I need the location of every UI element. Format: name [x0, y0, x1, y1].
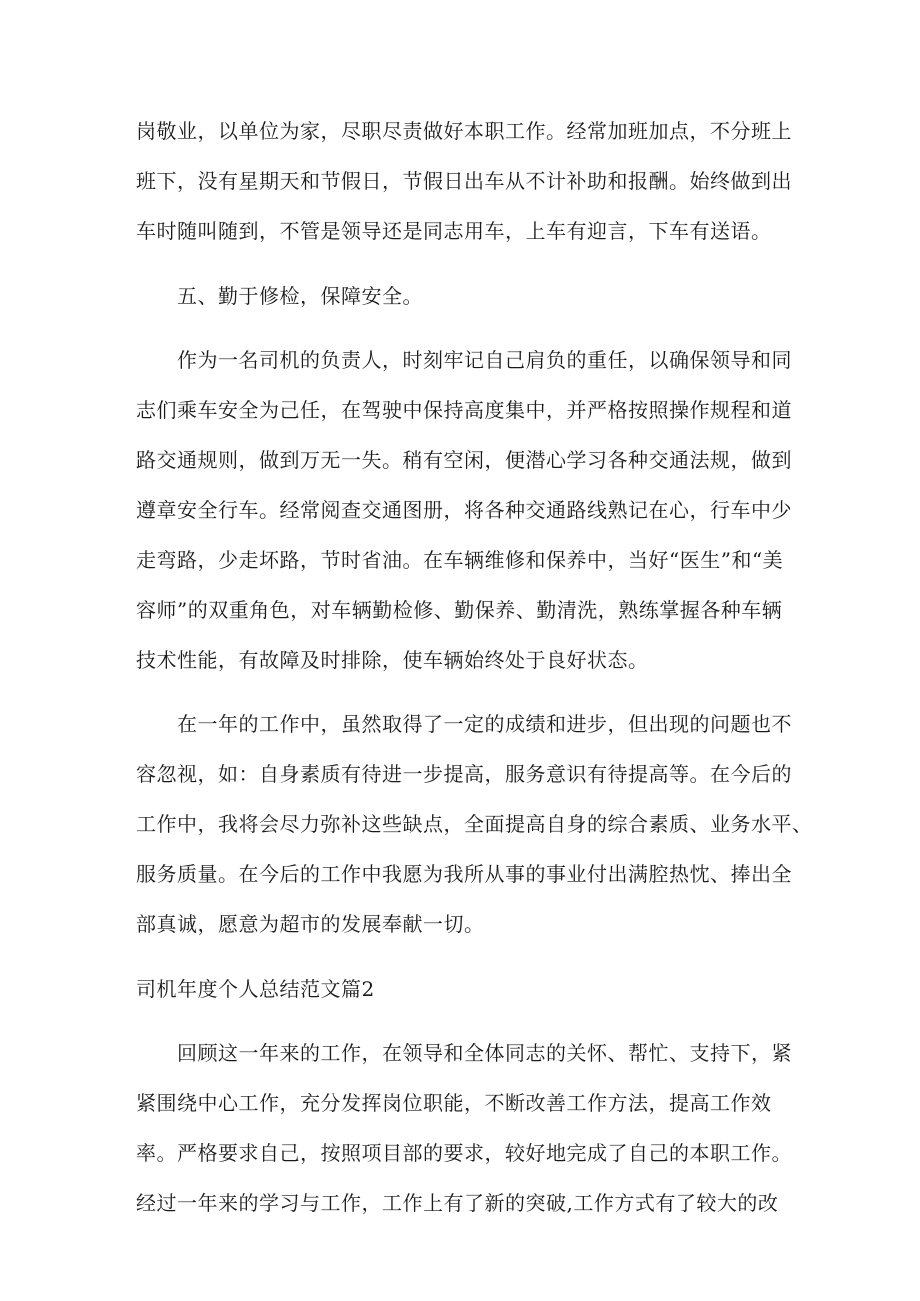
article-title: 司机年度个人总结范文篇2: [136, 977, 375, 1001]
body-text-line: 率。严格要求自己，按照项目部的要求，较好地完成了自己的本职工作。: [136, 1141, 792, 1165]
body-text-line: 经过一年来的学习与工作，工作上有了新的突破,工作方式有了较大的改: [136, 1191, 779, 1215]
body-text-line: 遵章安全行车。经常阅查交通图册，将各种交通路线熟记在心，行车中少: [136, 498, 792, 522]
body-text-line: 车时随叫随到，不管是领导还是同志用车，上车有迎言，下车有送语。: [136, 219, 772, 243]
body-text-line: 服务质量。在今后的工作中我愿为我所从事的事业付出满腔热忱、捧出全: [136, 862, 792, 886]
body-text-line: 志们乘车安全为己任，在驾驶中保持高度集中，并严格按照操作规程和道: [136, 398, 792, 422]
body-text-line: 部真诚，愿意为超市的发展奉献一切。: [136, 912, 485, 936]
body-text-line: 工作中，我将会尽力弥补这些缺点，全面提高自身的综合素质、业务水平、: [136, 812, 813, 836]
body-text-line: 路交通规则，做到万无一失。稍有空闲，便潜心学习各种交通法规，做到: [136, 448, 792, 472]
body-text-line: 技术性能，有故障及时排除，使车辆始终处于良好状态。: [136, 648, 649, 672]
body-text-line: 岗敬业，以单位为家，尽职尽责做好本职工作。经常加班加点，不分班上: [136, 119, 792, 143]
body-text-line: 在一年的工作中，虽然取得了一定的成绩和进步，但出现的问题也不: [177, 712, 792, 736]
body-text-line: 紧围绕中心工作，充分发挥岗位职能，不断改善工作方法，提高工作效: [136, 1091, 772, 1115]
body-text-line: 班下，没有星期天和节假日，节假日出车从不计补助和报酬。始终做到出: [136, 169, 792, 193]
body-text-line: 容师”的双重角色，对车辆勤检修、勤保养、勤清洗，熟练掌握各种车辆: [136, 598, 783, 622]
body-text-line: 走弯路，少走坏路，节时省油。在车辆维修和保养中，当好“医生”和“美: [136, 548, 784, 572]
body-text-line: 作为一名司机的负责人，时刻牢记自己肩负的重任，以确保领导和同: [177, 348, 792, 372]
body-text-line: 容忽视，如：自身素质有待进一步提高，服务意识有待提高等。在今后的: [136, 762, 792, 786]
section-heading: 五、勤于修检，保障安全。: [177, 284, 423, 308]
body-text-line: 回顾这一年来的工作，在领导和全体同志的关怀、帮忙、支持下，紧: [177, 1041, 792, 1065]
